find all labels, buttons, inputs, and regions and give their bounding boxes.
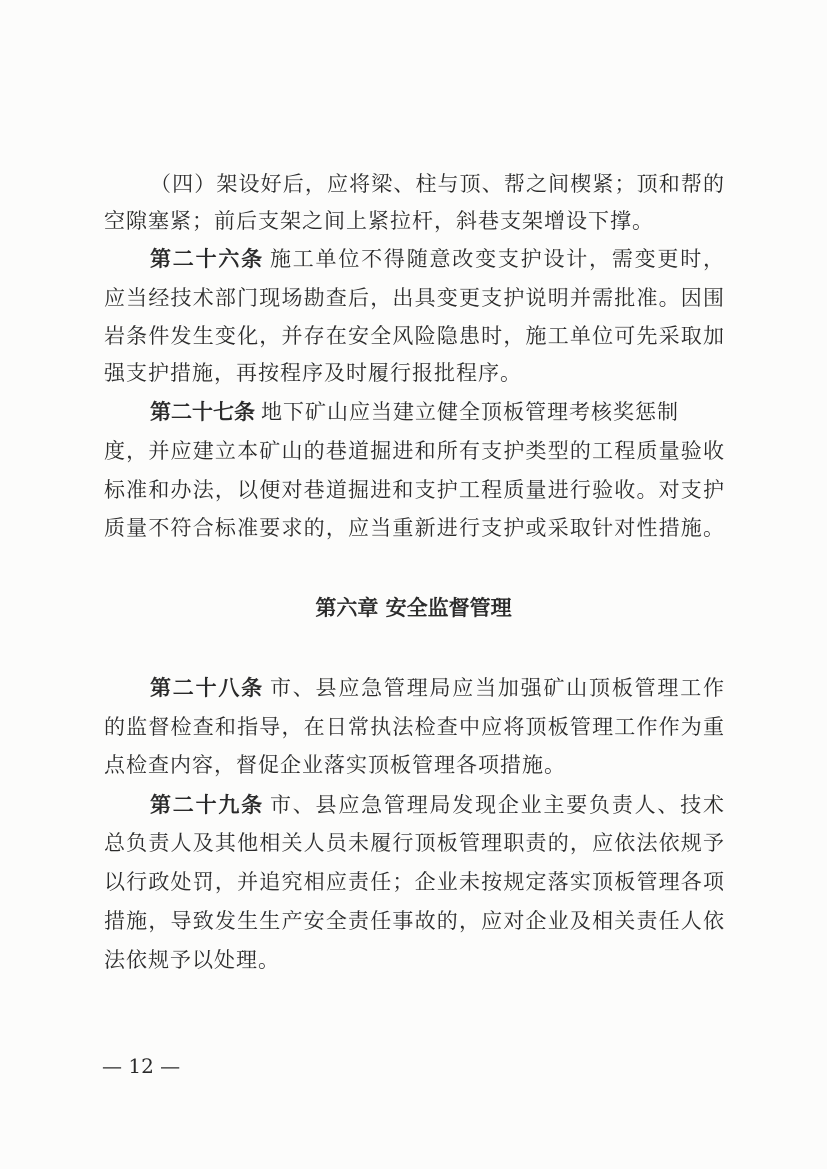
article-text: 市、县应急管理局应当加强矿山顶板管理工作 bbox=[269, 676, 725, 700]
article-26-line bbox=[104, 244, 724, 274]
text-line: 以行政处罚，并追究相应责任；企业未按规定落实顶板管理各项 bbox=[104, 870, 724, 894]
text-line: 度，并应建立本矿山的巷道掘进和所有支护类型的工程质量验收 bbox=[104, 439, 724, 463]
text-line: 强支护措施，再按程序及时履行报批程序。 bbox=[104, 361, 522, 385]
article-heading: 第二十八条 bbox=[150, 676, 264, 700]
text-line: 质量不符合标准要求的，应当重新进行支护或采取针对性措施。 bbox=[104, 516, 724, 540]
text-line: 空隙塞紧；前后支架之间上紧拉杆，斜巷支架增设下撑。 bbox=[104, 209, 654, 233]
article-heading: 第二十六条 bbox=[150, 247, 264, 271]
text-line: 应当经技术部门现场勘查后，出具变更支护说明并需批准。因围 bbox=[104, 286, 724, 310]
article-heading: 第二十七条 bbox=[150, 400, 255, 424]
article-heading: 第二十九条 bbox=[150, 793, 264, 817]
text-line: 总负责人及其他相关人员未履行顶板管理职责的，应依法依规予 bbox=[104, 831, 724, 855]
article-text: 施工单位不得随意改变支护设计，需变更时， bbox=[269, 247, 725, 271]
text-line: 岩条件发生变化，并存在安全风险隐患时，施工单位可先采取加 bbox=[104, 324, 724, 348]
article-27-line bbox=[104, 397, 724, 427]
text-line: 措施，导致发生生产安全责任事故的，应对企业及相关责任人依 bbox=[104, 909, 724, 933]
article-text: 市、县应急管理局发现企业主要负责人、技术 bbox=[269, 793, 725, 817]
article-29-line bbox=[104, 790, 724, 820]
chapter-title: 第六章 安全监督管理 bbox=[315, 596, 512, 620]
article-text: 地下矿山应当建立健全顶板管理考核奖惩制 bbox=[261, 400, 679, 424]
text-line: 法依规予以处理。 bbox=[104, 948, 280, 972]
page-number: — 12 — bbox=[102, 1054, 181, 1078]
text-line: 点检查内容，督促企业落实顶板管理各项措施。 bbox=[104, 753, 566, 777]
text-line: 的监督检查和指导，在日常执法检查中应将顶板管理工作作为重 bbox=[104, 715, 724, 739]
text-line: （四）架设好后，应将梁、柱与顶、帮之间楔紧；顶和帮的 bbox=[150, 172, 724, 196]
text-line: 标准和办法，以便对巷道掘进和支护工程质量进行验收。对支护 bbox=[104, 478, 724, 502]
article-28-line bbox=[104, 673, 724, 703]
